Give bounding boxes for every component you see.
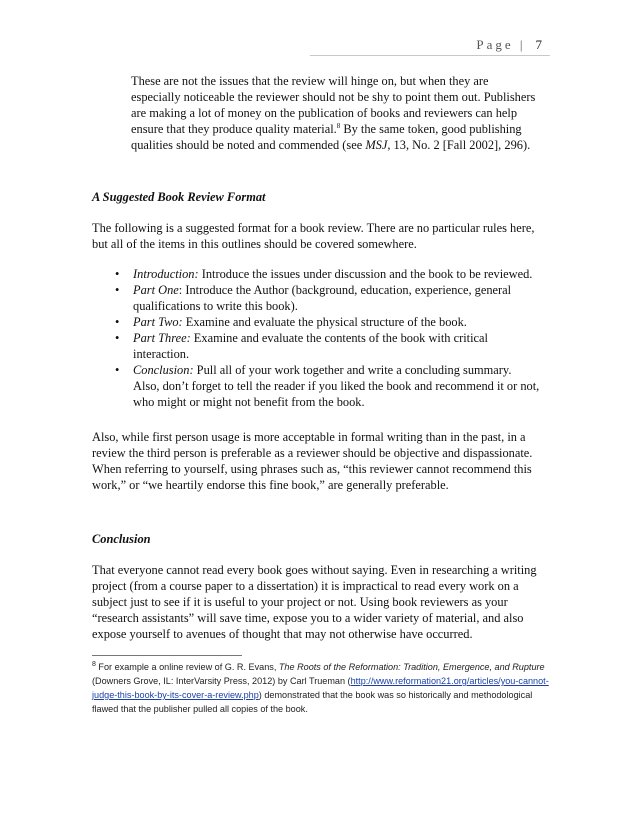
conclusion-paragraph: That everyone cannot read every book goes without saying. Even in researching a writing project (from a course paper to a dissertation) it is impractical to read every work on a subject just to see if it is useful to your project or not. Using book reviewers as your “research assistants” will save time, expose you to a wider variety of material, and also expose yourself to avenues of thought that may not otherwise have occurred.	[92, 563, 537, 641]
quote-text-before: These are not the issues that the review will hinge on, but when they are especially noticeable the reviewer should not be shy to point them out. Publishers are making a lot of money on the publication of books and reviewers can help ensure that they produce quality material.	[131, 74, 536, 136]
footnote-text-3: ) demonstrated that the book was so historically and methodological flawed that the publisher pulled all copies of the book.	[92, 690, 533, 714]
bullet-dot-icon: •	[115, 331, 120, 345]
page-header	[476, 37, 542, 53]
footnote-divider	[92, 655, 242, 656]
bullet-text: Examine and evaluate the contents of the book with critical interaction.	[133, 331, 488, 361]
format-bullet-list	[115, 266, 540, 410]
section-heading-format: A Suggested Book Review Format	[92, 190, 266, 204]
block-quote	[131, 73, 536, 153]
format-closing-paragraph: Also, while first person usage is more acceptable in formal writing than in the past, in a review the third person is preferable as a reviewer should be objective and dispassionate. When referring to yourself, using phrases such as, “this reviewer cannot recommend this work,” or “we heartily endorse this fine book,” are generally preferable.	[92, 430, 533, 492]
bullet-label: Part Two:	[133, 315, 183, 329]
bullet-text: Examine and evaluate the physical structure of the book.	[182, 315, 467, 329]
footnote-text-1: For example a online review of G. R. Evans,	[95, 662, 279, 672]
page-label: Page |	[476, 37, 526, 52]
footnote	[92, 660, 552, 716]
footnote-reference[interactable]: 8	[336, 121, 341, 130]
bullet-label: Part One	[133, 283, 179, 297]
header-divider	[310, 55, 550, 56]
bullet-dot-icon: •	[115, 363, 120, 377]
bullet-item-part-two	[115, 314, 540, 330]
quote-text-middle: By the same token, good publishing qualities should be noted and commended (see	[131, 122, 522, 152]
bullet-item-introduction	[115, 266, 540, 282]
bullet-item-part-one	[115, 282, 540, 314]
bullet-label: Conclusion:	[133, 363, 194, 377]
footnote-book-title: The Roots of the Reformation: Tradition, Emergence, and Rupture	[278, 662, 545, 672]
bullet-dot-icon: •	[115, 283, 120, 297]
section-heading-conclusion: Conclusion	[92, 532, 151, 546]
bullet-item-conclusion	[115, 362, 540, 410]
bullet-item-part-three	[115, 330, 540, 362]
bullet-dot-icon: •	[115, 267, 120, 281]
bullet-text: Pull all of your work together and write a concluding summary. Also, don’t forget to tell the reader if you liked the book and recommend it or not, who might or might not benefit from the book.	[133, 363, 540, 409]
quote-text-after: , 13, No. 2 [Fall 2002], 296).	[387, 138, 531, 152]
page-number: 7	[535, 37, 542, 52]
bullet-dot-icon: •	[115, 315, 120, 329]
bullet-text: Introduce the issues under discussion and the book to be reviewed.	[198, 267, 533, 281]
footnote-number: 8	[92, 660, 96, 668]
footnote-link[interactable]: http://www.reformation21.org/articles/you-cannot-judge-this-book-by-its-cover-a-review.php	[92, 676, 549, 700]
format-intro-paragraph: The following is a suggested format for a book review. There are no particular rules here, but all of the items in this outlines should be covered somewhere.	[92, 221, 535, 251]
footnote-text-2: (Downers Grove, IL: InterVarsity Press, 2012) by Carl Trueman (	[92, 676, 351, 686]
bullet-label: Introduction:	[133, 267, 199, 281]
bullet-label: Part Three:	[133, 331, 191, 345]
quote-citation-title: MSJ	[365, 138, 388, 152]
bullet-text: : Introduce the Author (background, education, experience, general qualifications to write this book).	[133, 283, 512, 313]
